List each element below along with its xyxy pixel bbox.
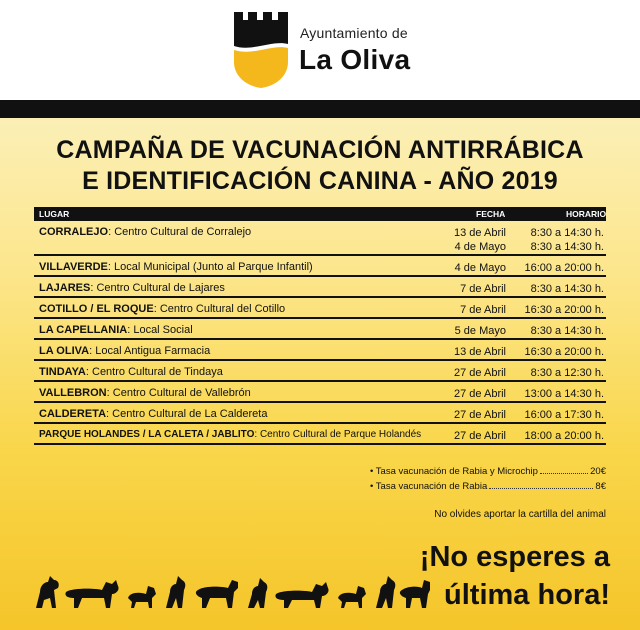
dog-silhouettes-icon: [32, 568, 432, 610]
fee-label: • Tasa vacunación de Rabia: [370, 481, 488, 492]
table-header: [34, 207, 606, 221]
row-time: 8:30 a 14:30 h.: [530, 227, 604, 239]
row-place: CORRALEJO: [39, 226, 109, 238]
row-venue: Local Social: [133, 324, 193, 336]
castle-shield-icon: [232, 10, 290, 90]
fee-item: [370, 481, 606, 496]
row-place: COTILLO / EL ROQUE: [39, 303, 154, 315]
row-time: 16:30 a 20:00 h.: [524, 304, 604, 316]
row-venue: Centro Cultural de Parque Holandés: [259, 429, 422, 440]
row-venue: Local Antigua Farmacia: [95, 345, 211, 357]
fees-list: [370, 466, 606, 496]
row-time: 16:00 a 20:00 h.: [524, 262, 604, 274]
row-time: 18:00 a 20:00 h.: [524, 430, 604, 442]
table-row: COTILLO / EL ROQUE: Centro Cultural del Cotillo 7 de Abril 16:30 a 20:00 h.: [34, 298, 606, 319]
row-time: 8:30 a 12:30 h.: [530, 367, 604, 379]
slogan: [410, 538, 610, 614]
table-row: PARQUE HOLANDES / LA CALETA / JABLITO: Centro Cultural de Parque Holandés 27 de Abril 18:00 a 20:00 h.: [34, 424, 606, 445]
brand-subtitle: Ayuntamiento de: [300, 25, 408, 41]
row-time: 16:30 a 20:00 h.: [524, 346, 604, 358]
row-date: 5 de Mayo: [454, 325, 506, 337]
row-date: 13 de Abril: [454, 227, 506, 239]
row-time: 8:30 a 14:30 h.: [530, 325, 604, 337]
row-date: 27 de Abril: [454, 367, 506, 379]
fee-label: • Tasa vacunación de Rabia y Microchip: [370, 466, 538, 477]
row-venue: Local Municipal (Junto al Parque Infantil): [113, 261, 313, 273]
row-place: VILLAVERDE: [39, 261, 108, 273]
fee-price: 8€: [595, 481, 606, 492]
title-line-1: CAMPAÑA DE VACUNACIÓN ANTIRRÁBICA: [56, 136, 584, 164]
row-date-2: 4 de Mayo: [454, 241, 506, 253]
row-place: VALLEBRON: [39, 387, 107, 399]
row-place: TINDAYA: [39, 366, 86, 378]
table-row: CORRALEJO: Centro Cultural de Corralejo 13 de Abril 4 de Mayo 8:30 a 14:30 h. 8:30 a 14:30 h.: [34, 221, 606, 256]
row-place: LAJARES: [39, 282, 91, 294]
table-row: VALLEBRON: Centro Cultural de Vallebrón 27 de Abril 13:00 a 14:30 h.: [34, 382, 606, 403]
row-place: CALDERETA: [39, 408, 107, 420]
slogan-line-2: última hora!: [444, 579, 610, 611]
table-row: TINDAYA: Centro Cultural de Tindaya 27 de Abril 8:30 a 12:30 h.: [34, 361, 606, 382]
row-venue: Centro Cultural del Cotillo: [159, 303, 286, 315]
row-place: PARQUE HOLANDES / LA CALETA / JABLITO: [39, 429, 255, 440]
row-venue: Centro Cultural de Tindaya: [92, 366, 223, 378]
row-date: 13 de Abril: [454, 346, 506, 358]
fee-item: [370, 466, 606, 481]
row-time-2: 8:30 a 14:30 h.: [530, 241, 604, 253]
header: [0, 0, 640, 100]
row-venue: Centro Cultural de Vallebrón: [112, 387, 251, 399]
row-place: LA CAPELLANIA: [39, 324, 128, 336]
title-line-2: E IDENTIFICACIÓN CANINA - AÑO 2019: [82, 167, 558, 195]
header-fecha: FECHA: [476, 209, 506, 219]
row-time: 16:00 a 17:30 h.: [524, 409, 604, 421]
row-date: 27 de Abril: [454, 430, 506, 442]
campaign-title: [0, 135, 640, 197]
schedule-table: [34, 207, 606, 445]
table-row: VILLAVERDE: Local Municipal (Junto al Parque Infantil) 4 de Mayo 16:00 a 20:00 h.: [34, 256, 606, 277]
fee-leader-dots: [489, 481, 593, 489]
table-row: LAJARES: Centro Cultural de Lajares 7 de Abril 8:30 a 14:30 h.: [34, 277, 606, 298]
row-date: 4 de Mayo: [454, 262, 506, 274]
row-date: 27 de Abril: [454, 409, 506, 421]
header-lugar: LUGAR: [39, 209, 70, 219]
fee-price: 20€: [590, 466, 606, 477]
table-row: LA CAPELLANIA: Local Social 5 de Mayo 8:30 a 14:30 h.: [34, 319, 606, 340]
row-venue: Centro Cultural de Corralejo: [114, 226, 252, 238]
row-venue: Centro Cultural de Lajares: [96, 282, 225, 294]
table-row: LA OLIVA: Local Antigua Farmacia 13 de Abril 16:30 a 20:00 h.: [34, 340, 606, 361]
slogan-line-1: ¡No esperes a: [419, 541, 610, 573]
row-venue: Centro Cultural de La Caldereta: [112, 408, 268, 420]
row-date: 27 de Abril: [454, 388, 506, 400]
row-date: 7 de Abril: [460, 283, 506, 295]
row-place: LA OLIVA: [39, 345, 90, 357]
divider-bar: [0, 100, 640, 118]
header-horario: HORARIO: [566, 209, 607, 219]
brand-title: La Oliva: [299, 44, 411, 75]
row-time: 8:30 a 14:30 h.: [530, 283, 604, 295]
fee-leader-dots: [540, 466, 588, 474]
table-row: CALDERETA: Centro Cultural de La Caldereta 27 de Abril 16:00 a 17:30 h.: [34, 403, 606, 424]
row-time: 13:00 a 14:30 h.: [524, 388, 604, 400]
row-date: 7 de Abril: [460, 304, 506, 316]
reminder-text: No olvides aportar la cartilla del animal: [434, 509, 606, 520]
